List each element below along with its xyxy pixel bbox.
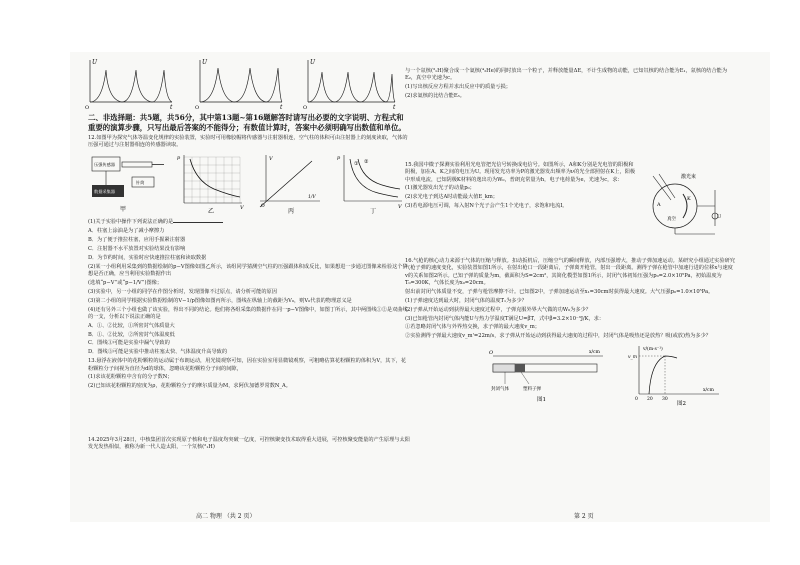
left-column [88,113,410,453]
q12-sub4-opt-d: D．图线③可能是实验中推动柱塞太快、气体温度升高导致的 [88,349,228,356]
fig-yi-p: p [177,155,181,162]
fig-jia-apparatus [88,151,166,215]
q15-sub2: (2)求光电子到达A时动能最大值E_km； [405,194,498,201]
q12-sub2-b: (选填“p−V”或“p−1/V”)图像； [88,279,163,286]
fig-bing-v: V [269,156,273,163]
top-graph-2-o: O [195,105,200,111]
q15-sub1: (1)激光器发出光子的动量p₀； [405,185,475,192]
q16-fig1-axis: x/cm [589,350,600,356]
q12-sub4-opt-c: C．图线③可能是实验中漏气导致的 [88,340,170,347]
top-graph-2-u: U [202,59,208,66]
q16-fig2-tick0: 0 [635,397,638,403]
q15-intro: 15.我国中微子探测实验利用光电管把光信号转换成电信号。如图所示，A和K分别是光电管的阳极和阴极，加在A、K之间的电压为U。现用发光功率为P的激光器发出频率为ν的光全部照射在K上，阳极中形成电流，已知阴极K材料的逸出功为W₀，普朗克常量为h，电子电荷量为e，光速为c，求： [405,161,636,183]
footer-right: 第 2 页 [574,513,594,520]
top-graph-1-t: t [170,104,173,111]
fig-bing-o: O [261,204,265,210]
top-graph-2-t: t [280,104,283,111]
q12-sub4-opt-a: A．①、②比较，①所密封气体质量大 [88,322,175,329]
q16-fig1-label: 图1 [537,397,546,404]
q16-sub1: (1)子弹速度达到最大时，封闭气体的温度T₁为多少？ [405,297,527,304]
q12-sub1-opt-d: D．为节约时间，实验时应快速推拉柱塞和读取数据 [88,254,207,261]
q16-fig2-tick20: 20 [647,397,653,403]
fig-ding-v: V [398,204,402,211]
top-graph-3-o: O [303,105,308,111]
fig-label-yi: 乙 [208,208,215,216]
top-graphs [82,52,402,112]
top-graph-3-u: U [310,59,316,66]
fig-yi-v: V [240,205,244,212]
q16-sub3b: ②实验测得子弹最大速度v_m'=22m/s，求子弹从开始运动到获得最大速度的过程中，封闭气体是吸热还是放热？吸(或放)热为多少？ [405,333,711,340]
q16-sub3a: ①若忽略封闭气体与外界热交换，求子弹的最大速度v_m； [405,324,540,331]
q16-fig2-label: 图2 [677,401,686,407]
fig-bing-invv: 1/V [308,195,316,201]
q12-sub4-opt-b: B．①、②比较，②所密封气体温度低 [88,331,175,338]
fig-label-ding: 丁 [370,208,377,216]
top-graph-1-o: O [85,105,90,111]
q13-sub2: (2)已知该花粉颗粒的密度为ρ，花粉颗粒分子的摩尔质量为M，求阿伏加德罗常数N_A。 [88,383,291,390]
device-collector: 数据采集器 [94,189,115,195]
q16-fig2-vm: v_m [628,355,638,361]
q12-sub3: (3)第二小组的同学根据实验数据绘制的V−1/p图像如图丙所示，图线在纵轴上的截距为V₀，则V₀代表的物理意义是 [88,297,352,304]
q15-laser: 激光束 [681,173,697,180]
q12-sub1-opt-c: C．注射器不水平放置对实验结果没有影响 [88,245,186,252]
q14-continued: 与一个氚核(³₁H)聚合成一个氦核(⁴₂He)的同时放出一个粒子，并释放能量ΔE，不计生成物的动能，已知氘核的结合能为E₁，氚核的结合能为E₂，真空中光速为c。 [405,68,728,82]
fig-ding-c1: ① [354,161,359,168]
q15-phototube-figure [643,170,721,240]
q15-sub3: (3)若电源电压可调，每入射N个光子会产生1个光电子，求饱和电流I。 [405,203,568,210]
top-graph-3 [303,59,396,111]
q12-sub1-opt-b: B．为了便于推拉柱塞，应用手握紧注射器 [88,236,186,243]
q16-fig2-tick30: 30 [662,397,668,403]
top-graph-1 [85,59,173,111]
footer-left: 高二 物理 （共 2 页） [196,513,256,520]
q12-sub1: (1)关于实验中操作下列说法正确的是 [88,217,410,226]
right-column [405,68,735,408]
q15-vacuum: 真空 [667,216,676,222]
q12-sub2-c: (3)实验中，另一小组的同学在作图分析时，发现图像不过原点，请分析可能的原因 [88,288,277,295]
q14-answer-space [405,102,735,162]
fig-bing-v-graph [256,151,326,215]
q16-fig1-o: O [489,350,494,357]
q16-body: 射出前封闭气体质量不变，子弹与枪管摩擦不计。已知图2中，子弹加速运动至x₁=30cm时获得最大速度。大气压强p₀=1.0×10⁵Pa。 [405,288,714,295]
q16-fig2-v: v/(m·s⁻¹) [643,347,663,353]
device-sensor: 压强传感器 [94,162,115,168]
q12-intro: 12.如图甲为探究气体等温变化规律的实验装置，实验时可用橡胶帽将传感器与注射器相连，空气柱的体积可由注射器上的刻度读取，气体的压强可通过与注射器相连的传感器读取。 [88,134,408,148]
q16-fig1-bullet: 塑料子弹 [523,387,541,393]
fig-label-jia: 甲 [120,206,127,214]
fig-ding-c2: ② [364,159,369,166]
device-injector: 针筒 [136,180,145,186]
fig-yi-pv-graph [174,151,246,215]
q16-fig2-x: x/cm [703,388,714,394]
q14-sub1: (1)写出核反应方程并求出反应中的质量亏损； [405,84,511,91]
q16-fig2 [625,342,725,406]
q16-figures [405,342,735,408]
q12-sub1-opt-a: A．柱塞上涂油是为了减小摩擦力 [88,228,165,235]
q16-sub3: (3)已知枪管内封闭气体内能U与热力学温度T满足U=βT，式中β=3.2×10⁻³J/K，求： [405,315,605,322]
q14-sub2: (2)求氦核的比结合能E₃。 [405,93,465,100]
section2-title: 二、非选择题：共5题，共56分，其中第13题~第16题解答时请写出必要的文字说明、方程式和重要的演算步骤，只写出最后答案的不能得分；有数值计算时，答案中必须明确写出数值和单位。 [88,113,406,132]
q16-fig1 [485,344,615,404]
q14-intro: 14.2025年3月28日，中核集团首次实现原子核和电子温度均突破一亿度，可控核聚变技术取得重大进展，可控核聚变能量的产生原理与太阳发光发热相似，被称为新一代人造太阳，一个氘核(²₁H) [88,436,410,450]
q12-sub2: (2)某一小组利用采集到的数据绘制的p−V图像如图乙所示，该组同学猜测空气柱的压强跟体积成反比，如果想进一步通过图像来检验这个猜想是否正确，应当利用实验数据作出 [88,263,408,277]
top-graph-2 [195,59,283,111]
q12-sub4: (4)还有另外三个小组也做了该实验，得出不同的结论。他们将各组采集的数据作在同一p−V图像中，如图丁所示，其中两图线①②是双曲线的一支，分析以下说法正确的是 [88,306,408,320]
top-graph-1-u: U [92,59,98,66]
top-graph-3-t: t [393,104,396,111]
q16-sub2: (2)子弹从开始运动到获得最大速度过程中，子弹克服外界大气做的功W₀为多少？ [405,306,591,313]
q13-intro: 13.悬浮在液体中的花粉颗粒的运动属于布朗运动，用光镜观察可知，因在实验室用显微镜观察，可粗略估算花粉颗粒的体积为V，其下，花粉颗粒分子间视为直径为d的球体，忽略该花粉颗粒分子间的间隙， [88,358,407,372]
fig-ding-curves [334,151,406,215]
q16-fig1-sealed: 封闭气体 [491,387,509,393]
q15-u: U [717,213,721,220]
q12-figures [88,151,410,215]
q15-a: A [657,201,661,208]
q16-intro: 16.气枪的核心动力来源于气体的压缩与释放。扣动扳机后，压缩空气的瞬间释放，内部压强增大，推动子弹加速运动。某研究小组通过实验研究气枪子弹的速度变化，实验装置如图1所示，在射出枪口一段距离后，子弹离开枪管，射出一段距离。测得子弹在枪管中加速行进的位移x与速度v的关系如图2所示。已知子弹的质量为m，截面积为S=2cm²，其简化模型如图1所示，封闭气体初始压强为p₀=2.0×10⁵Pa，初始温度为T₀=300K，气体长度为x₀=20cm。 [405,258,735,287]
fig-ding-p: p [337,155,341,162]
q13-sub1: (1)求该花粉颗粒中含有的分子数N； [88,374,173,381]
q15-block [405,161,735,222]
fig-label-bing: 丙 [288,208,295,216]
q15-k: K [687,195,691,202]
